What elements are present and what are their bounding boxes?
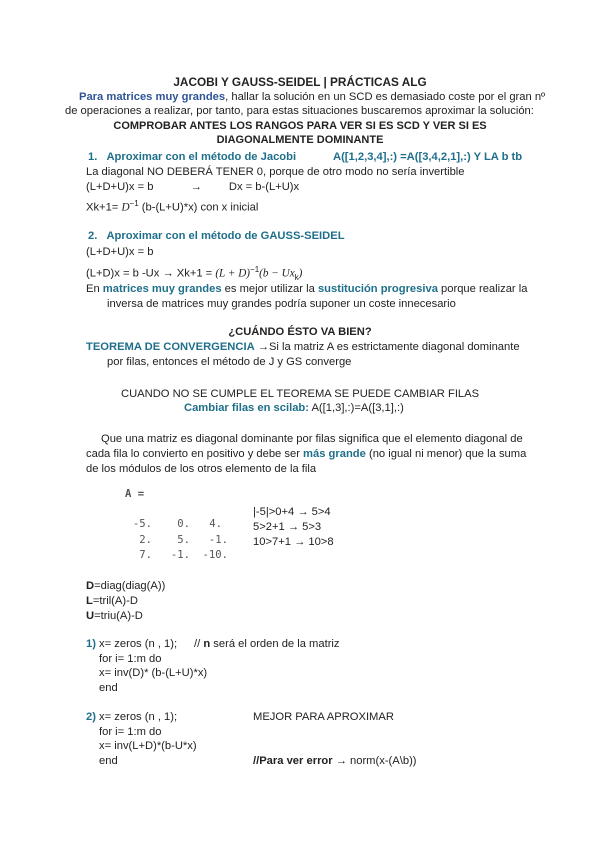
code2-line-4: end bbox=[99, 755, 118, 767]
matrix-cell: 7. bbox=[139, 549, 152, 561]
row-check-1: |-5|>0+4 → 5>4 bbox=[253, 506, 331, 518]
gauss-note-2: inversa de matrices muy grandes podría suponer un coste innecesario bbox=[107, 298, 456, 310]
code1-comment bbox=[194, 637, 340, 651]
matrix-cell: -5. bbox=[132, 518, 152, 530]
gauss-exp: −1 bbox=[250, 265, 260, 274]
jacobi-heading bbox=[88, 150, 296, 164]
def-line-3: de los módulos de los otros elemento de la fila bbox=[86, 463, 317, 475]
def-line-2 bbox=[86, 447, 526, 461]
def-line-1: Que una matriz es diagonal dominante por filas significa que el elemento diagonal de bbox=[101, 433, 523, 445]
check-heading-1: COMPROBAR ANTES LOS RANGOS PARA VER SI ES SCD Y VER SI ES bbox=[113, 120, 487, 132]
intro-bold: Para matrices muy grandes bbox=[79, 91, 226, 103]
code1-comment-post: será el orden de la matriz bbox=[210, 638, 340, 650]
jacobi-swap-note: A([1,2,3,4],:) =A([3,4,2,1],:) Y LA b tb bbox=[333, 151, 523, 163]
gauss-heading bbox=[88, 229, 345, 243]
gauss-note-post: porque realizar la bbox=[437, 283, 528, 295]
gauss-note-bold-1: matrices muy grandes bbox=[102, 283, 222, 295]
page-title: JACOBI Y GAUSS-SEIDEL | PRÁCTICAS ALG bbox=[173, 75, 427, 89]
def-L-var: L bbox=[86, 595, 93, 607]
def-D-var: D bbox=[86, 580, 95, 592]
def-L-rest: =tril(A)-D bbox=[92, 595, 138, 607]
code1-line-3: x= inv(D)* (b-(L+U)*x) bbox=[99, 667, 208, 679]
def-bold: más grande bbox=[303, 448, 366, 460]
code2-num: 2) bbox=[86, 711, 96, 723]
matrix-cell: 2. bbox=[139, 534, 152, 546]
def-D-rest: =diag(diag(A)) bbox=[94, 580, 166, 592]
row-check-2: 5>2+1 → 5>3 bbox=[253, 521, 322, 533]
gauss-formula-b: (b − Ux bbox=[259, 267, 295, 280]
jacobi-line-2 bbox=[86, 180, 299, 194]
code2-line-3: x= inv(L+D)*(b-U*x) bbox=[99, 740, 197, 752]
jacobi-xk: Xk+1= bbox=[86, 201, 122, 214]
gauss-formula-LD: (L + D) bbox=[215, 267, 251, 280]
def-pre: cada fila lo convierto en positivo y debe ser bbox=[86, 448, 304, 460]
swap-line: CUANDO NO SE CUMPLE EL TEOREMA SE PUEDE CAMBIAR FILAS bbox=[121, 388, 480, 400]
matrix-cell: 5. bbox=[177, 534, 190, 546]
matrix-cell: 4. bbox=[209, 518, 222, 530]
swap-scilab bbox=[184, 401, 404, 415]
gauss-sub: k bbox=[294, 272, 299, 282]
code2-first: x= zeros (n , 1); bbox=[95, 711, 178, 723]
swap-code: A([1,3],:)=A([3,1],:) bbox=[308, 402, 404, 414]
jacobi-title: Aproximar con el método de Jacobi bbox=[106, 151, 297, 163]
code1-comment-n: n bbox=[203, 638, 211, 650]
code1-comment-pre: // bbox=[194, 638, 204, 650]
code2-line-2: for i= 1:m do bbox=[99, 726, 162, 738]
code2-line-1 bbox=[86, 710, 177, 724]
matrix-label: A = bbox=[125, 488, 145, 500]
gauss-title: Aproximar con el método de GAUSS-SEIDEL bbox=[106, 230, 345, 242]
jacobi-line-1: La diagonal NO DEBERÁ TENER 0, porque de otro modo no sería invertible bbox=[86, 166, 465, 178]
def-D bbox=[86, 579, 165, 593]
swap-label: Cambiar filas en scilab: bbox=[184, 402, 309, 414]
jacobi-line-3 bbox=[86, 197, 258, 215]
code1-num: 1) bbox=[86, 638, 96, 650]
matrix-cell: 0. bbox=[177, 518, 190, 530]
jacobi-number: 1. bbox=[88, 151, 98, 163]
intro-rest: , hallar la solución en un SCD es demasiado coste por el gran nº bbox=[225, 91, 546, 103]
matrix-cell: -1. bbox=[170, 549, 190, 561]
def-U-rest: =triu(A)-D bbox=[94, 610, 143, 622]
code1-first: x= zeros (n , 1); bbox=[95, 638, 178, 650]
def-post: (no igual ni menor) que la suma bbox=[365, 448, 527, 460]
jacobi-eq-b: Dx = b-(L+U)x bbox=[228, 181, 300, 193]
theorem-label: TEOREMA DE CONVERGENCIA bbox=[86, 341, 255, 353]
gauss-note-bold-2: sustitución progresiva bbox=[317, 283, 438, 295]
code1-line-2: for i= 1:m do bbox=[99, 653, 162, 665]
gauss-note-1 bbox=[86, 282, 527, 296]
code1-line-4: end bbox=[99, 682, 118, 694]
code2-comment bbox=[253, 754, 417, 768]
gauss-line-1: (L+D+U)x = b bbox=[86, 246, 154, 258]
code2-comment-rest: → norm(x-(A\b)) bbox=[332, 755, 417, 767]
gauss-number: 2. bbox=[88, 230, 98, 242]
code2-right-note: MEJOR PARA APROXIMAR bbox=[253, 711, 394, 723]
jacobi-eq-a: (L+D+U)x = b bbox=[86, 181, 154, 193]
arrow-icon: → bbox=[190, 181, 202, 193]
matrix-cell: -1. bbox=[208, 534, 228, 546]
theorem-line-1 bbox=[86, 340, 520, 354]
theorem-text: →Si la matriz A es estrictamente diagonal dominante bbox=[254, 341, 520, 353]
def-L bbox=[86, 594, 138, 608]
when-heading: ¿CUÁNDO ÉSTO VA BIEN? bbox=[228, 326, 372, 338]
intro-line-2: de operaciones a realizar, por tanto, para estas situaciones buscaremos aproximar la solución: bbox=[65, 105, 534, 117]
row-check-3: 10>7+1 → 10>8 bbox=[253, 536, 334, 548]
matrix-cell: -10. bbox=[202, 549, 228, 561]
gauss-note-mid: es mejor utilizar la bbox=[221, 283, 318, 295]
gauss-formula-pre: (L+D)x = b -Ux → Xk+1 = bbox=[86, 267, 216, 280]
theorem-line-2: por filas, entonces el método de J y GS converge bbox=[107, 356, 352, 368]
gauss-formula-close: ) bbox=[298, 267, 303, 280]
def-U-var: U bbox=[86, 610, 95, 622]
check-heading-2: DIAGONALMENTE DOMINANTE bbox=[216, 134, 384, 146]
jacobi-D: D bbox=[121, 201, 130, 214]
jacobi-formula-rest: (b-(L+U)*x) con x inicial bbox=[138, 201, 259, 214]
def-U bbox=[86, 609, 143, 623]
gauss-note-pre: En bbox=[86, 283, 103, 295]
code1-line-1 bbox=[86, 637, 177, 651]
jacobi-exp: −1 bbox=[129, 199, 139, 208]
intro-line-1 bbox=[79, 90, 545, 104]
code2-comment-bold: //Para ver error bbox=[253, 755, 333, 767]
